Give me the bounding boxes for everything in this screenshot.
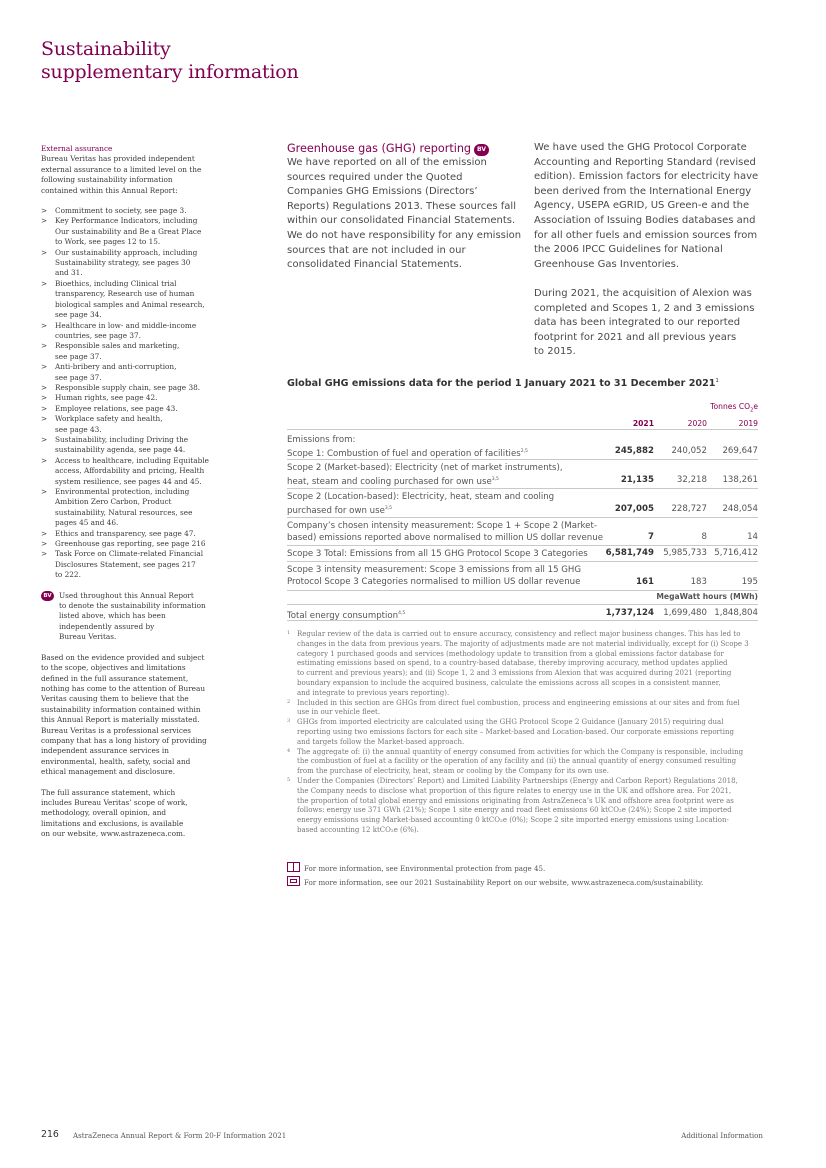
unit-label: Tonnes $CO_2e$ <box>710 402 758 414</box>
footnote: 2 Included in this section are GHGs from direct fuel combustion, process and engineering emissions at our sites and from fuel use in our vehicle fleet. <box>287 698 740 717</box>
list-item: > Environmental protection, including Ambition Zero Carbon, Product sustainability, Natural resources, see pages 45 and 46. <box>41 487 193 528</box>
intro-line: Bureau Veritas has provided independent <box>41 154 195 164</box>
intro-line: contained within this Annual Report: <box>41 185 178 195</box>
list-item: > Greenhouse gas reporting, see page 216 <box>41 539 206 549</box>
footnote: 1 Regular review of the data is carried out to ensure accuracy, consistency and reflect major business changes. This has led to changes in the data from previous years. The majority of adjustments made are not material individually, except for (i) Scope 3 category 1 purchased goods and services (methodology update to transition from a global emissions factor database for estimating emissions based on spend, to a country-based database, thereby improving accuracy, method updates applied to current and previous years); and (ii) Scope 1, 2 and 3 emissions from Alexion that was acquired during 2021 (reporting boundary expansion to include the acquired business, calculate the emissions across all scopes in a consistent manner, and integrate to previous years reporting). <box>287 630 749 697</box>
more-info-book: For more information, see Environmental protection from page 45. <box>287 862 767 873</box>
chevron-right-icon: > <box>41 487 48 496</box>
list-item: > Workplace safety and health, see page 43. <box>41 414 163 434</box>
list-item: > Task Force on Climate-related Financial Disclosures Statement, see pages 217 to 222. <box>41 549 204 580</box>
mwh-header: MegaWatt hours (MWh) <box>287 591 758 605</box>
chevron-right-icon: > <box>41 206 48 216</box>
ghg-method-column <box>534 141 770 375</box>
table-row: Scope 3 Total: Emissions from all 15 GHG Protocol Scope 3 Categories 6,581,749 5,985,733 5,716,412 <box>287 546 758 562</box>
list-item: > Commitment to society, see page 3. <box>41 206 187 216</box>
assurance-paragraph: Based on the evidence provided and subject to the scope, objectives and limitations defined in the full assurance statement, nothing has come to the attention of Bureau Veritas causing them to believe that the sustainability information contained within this Annual Report is materially misstated. Bureau Veritas is a professional services company that has a long history of providing independent assurance services in environmental, health, safety, social and ethical management and disclosure. <box>41 652 207 777</box>
emissions-table <box>287 402 758 624</box>
col-2019: 2019 <box>738 419 758 428</box>
footnotes <box>287 630 760 836</box>
page-number: 216 <box>41 1129 59 1140</box>
bv-note: BV Used throughout this Annual Report to denote the sustainability information listed above, which has been independently assured by Bureau Veritas. <box>41 591 213 643</box>
footer-section: Additional Information <box>681 1131 763 1140</box>
chevron-right-icon: > <box>41 403 48 413</box>
chevron-right-icon: > <box>41 382 48 392</box>
table-row: Total energy consumption$^{4,5}$ 1,737,124 1,699,480 1,848,804 <box>287 605 758 621</box>
table-header <box>287 416 758 430</box>
footer-report-name: AstraZeneca Annual Report & Form 20-F Information 2021 <box>73 1131 287 1140</box>
footnote: 3 GHGs from imported electricity are calculated using the GHG Protocol Scope 2 Guidance (January 2015) requiring dual reporting using two emissions factors for each site – Market-based and Location-based. Our corporate emissions reporting and targets follow the Market-based approach. <box>287 718 734 746</box>
col-2021: 2021 <box>632 419 654 428</box>
chevron-right-icon: > <box>41 434 48 444</box>
chevron-right-icon: > <box>41 216 48 226</box>
col-2020: 2020 <box>687 419 707 428</box>
chevron-right-icon: > <box>41 341 48 351</box>
list-item: > Our sustainability approach, including Sustainability strategy, see pages 30 and 31. <box>41 247 198 278</box>
list-item: > Employee relations, see page 43. <box>41 403 178 413</box>
page-title-line1: Sustainability <box>41 38 171 60</box>
list-item: > Healthcare in low- and middle-income countries, see page 37. <box>41 320 197 340</box>
table-row: Company’s chosen intensity measurement: Scope 1 + Scope 2 (Market- based) emissions reported above normalised to million US dollar revenue 7 8 14 <box>287 518 758 546</box>
chevron-right-icon: > <box>41 278 48 288</box>
chevron-right-icon: > <box>41 247 48 257</box>
page-title-line2: supplementary information <box>41 61 299 83</box>
list-item: > Responsible sales and marketing, see page 37. <box>41 341 180 361</box>
intro-line: following sustainability information <box>41 175 173 185</box>
list-item: > Human rights, see page 42. <box>41 393 158 403</box>
method-paragraph: We have used the GHG Protocol Corporate Accounting and Reporting Standard (revised edition). Emission factors for electricity have been derived from the International Energy Agency, USEPA eGRID, US Green-e and the Association of Issuing Bodies databases and for all other fuels and emission sources from the 2006 IPCC Guidelines for National Greenhouse Gas Inventories. <box>534 142 759 270</box>
chevron-right-icon: > <box>41 528 48 538</box>
full-statement-paragraph: The full assurance statement, which includes Bureau Veritas’ scope of work, methodology, overall opinion, and limitations and exclusions, is available on our website, www.astrazeneca.com. <box>41 787 188 839</box>
chevron-right-icon: > <box>41 455 48 465</box>
table-row: Scope 2 (Market-based): Electricity (net of market instruments), heat, steam and cooling purchased for own use$^{3,5}$ 21,135 32,218 138,261 <box>287 460 758 489</box>
chevron-right-icon: > <box>41 549 48 559</box>
list-item: > Access to healthcare, including Equitable access, Affordability and pricing, Health system resilience, see pages 44 and 45. <box>41 455 209 486</box>
monitor-icon <box>287 876 300 886</box>
more-info-web: For more information, see our 2021 Sustainability Report on our website, www.astrazeneca.com/sustainability. <box>287 876 767 887</box>
chevron-right-icon: > <box>41 393 48 403</box>
alexion-paragraph: During 2021, the acquisition of Alexion was completed and Scopes 1, 2 and 3 emissions data has been integrated to our reported footprint for 2021 and all previous years to 2015. <box>534 287 755 358</box>
assured-items-list <box>41 206 213 581</box>
ghg-intro-column: We have reported on all of the emission sources required under the Quoted Companies GHG Emissions (Directors’ Reports) Regulations 2013. These sources fall within our consolidated Financial Statements. We do not have responsibility for any emission sources that are not included in our consolidated Financial Statements. <box>287 157 522 271</box>
chevron-right-icon: > <box>41 362 48 372</box>
table-title: Global GHG emissions data for the period 1 January 2021 to 31 December 2021$^1$ <box>287 378 719 390</box>
bv-badge-icon: BV <box>474 144 489 156</box>
list-item: > Responsible supply chain, see page 38. <box>41 382 201 392</box>
chevron-right-icon: > <box>41 539 48 549</box>
intro-line: external assurance to a limited level on the <box>41 164 202 174</box>
external-assurance-title: External assurance <box>41 144 113 153</box>
book-icon <box>287 862 300 872</box>
list-item: > Key Performance Indicators, including Our sustainability and Be a Great Place to Work, see pages 12 to 15. <box>41 216 202 247</box>
chevron-right-icon: > <box>41 414 48 424</box>
table-row: Scope 2 (Location-based): Electricity, heat, steam and cooling purchased for own use$^{3,5}$ 207,005 228,727 248,054 <box>287 489 758 518</box>
list-item: > Bioethics, including Clinical trial transparency, Research use of human biological samples and Animal research, see page 34. <box>41 278 205 320</box>
table-row: Emissions from: Scope 1: Combustion of fuel and operation of facilities$^{2,5}$ 245,882 240,052 269,647 <box>287 432 758 460</box>
list-item: > Ethics and transparency, see page 47. <box>41 528 196 538</box>
external-assurance-section <box>41 144 213 840</box>
table-row: Scope 3 intensity measurement: Scope 3 emissions from all 15 GHG Protocol Scope 3 Categories normalised to million US dollar revenue 161 183 195 <box>287 562 758 591</box>
footnote: 4 The aggregate of: (i) the annual quantity of energy consumed from activities for which the Company is responsible, including the combustion of fuel at a facility or the operation of any facility and (ii) the annual quantity of energy consumed resulting from the purchase of electricity, heat, steam or cooling by the Company for its own use. <box>287 747 744 776</box>
list-item: > Sustainability, including Driving the sustainability agenda, see page 44. <box>41 434 189 455</box>
bv-badge-icon: BV <box>41 591 54 601</box>
list-item: > Anti-bribery and anti-corruption, see page 37. <box>41 362 177 382</box>
footnote: 5 Under the Companies (Directors’ Report) and Limited Liability Partnerships (Energy and Carbon Report) Regulations 2018, the Company needs to disclose what proportion of this figure relates to energy use in the UK and offshore area. For 2021, the proportion of total global energy and emissions originating from AstraZeneca’s UK and offshore area footprint were as follows: energy use 371 GWh (21%); Scope 1 site energy and road fleet emissions 60 ktCO₂e (24%); Scope 2 site imported energy emissions using Market-based accounting 0 ktCO₂e (0%); Scope 2 site imported energy emissions using Location- based accounting 12 ktCO₂e (6%). <box>287 776 738 834</box>
chevron-right-icon: > <box>41 320 48 330</box>
ghg-heading: Greenhouse gas (GHG) reporting BV <box>287 141 527 156</box>
